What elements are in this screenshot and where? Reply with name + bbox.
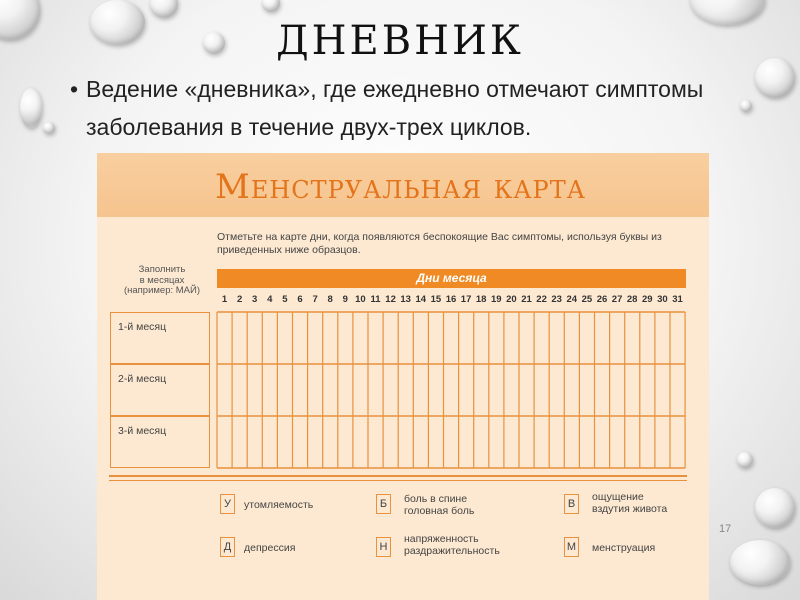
day-number: 5 <box>282 294 288 305</box>
water-drop-decoration <box>262 0 280 12</box>
card-title: Менструальная карта <box>215 167 586 207</box>
day-number: 1 <box>221 294 228 305</box>
day-number: 18 <box>475 294 487 305</box>
legend-description: депрессия <box>244 542 296 554</box>
legend-letter-box: М <box>564 537 579 557</box>
water-drop-decoration <box>737 452 753 468</box>
water-drop-decoration <box>755 488 795 528</box>
bullet-text: Ведение «дневника», где ежедневно отмечают симптомы заболевания в течение двух-трех циклов. <box>86 76 704 140</box>
month-row-box <box>110 364 210 416</box>
legend-letter-box: У <box>220 494 235 514</box>
day-number: 27 <box>611 294 623 305</box>
day-number: 12 <box>385 294 396 305</box>
legend-description: утомляемость <box>244 499 314 511</box>
day-number: 13 <box>400 294 411 305</box>
day-number: 6 <box>297 294 303 305</box>
month-label: 3-й месяц <box>118 425 167 437</box>
legend-description: боль в спине головная боль <box>404 493 475 517</box>
menstrual-chart-image <box>97 153 709 600</box>
water-drop-decoration <box>730 540 790 585</box>
month-label: 2-й месяц <box>118 373 167 385</box>
legend-letter-box: В <box>564 494 579 514</box>
fill-label-line: в месяцах <box>139 274 185 286</box>
fill-label-line: (например: МАЙ) <box>123 285 201 296</box>
legend-letter-box: Б <box>376 494 391 514</box>
slide-title: ДНЕВНИК <box>276 18 524 64</box>
day-number: 2 <box>236 294 243 305</box>
divider <box>109 480 687 481</box>
water-drop-decoration <box>43 122 55 134</box>
legend-letter-box: Д <box>220 537 235 557</box>
day-number: 31 <box>672 294 683 305</box>
month-row-box <box>110 312 210 364</box>
day-number: 24 <box>566 294 578 305</box>
bullet-dot: • <box>70 76 79 102</box>
day-number: 19 <box>491 294 502 305</box>
day-number: 23 <box>551 294 562 305</box>
water-drop-decoration <box>150 0 178 18</box>
month-row-box <box>110 416 210 468</box>
day-number: 22 <box>536 294 547 305</box>
day-number: 30 <box>657 294 668 305</box>
day-number: 11 <box>370 294 381 305</box>
card-instruction: Отметьте на карте дни, когда появляются беспокоящие Вас симптомы, используя буквы из приведенных ниже образцов. <box>217 231 662 256</box>
month-label: 1-й месяц <box>118 321 167 333</box>
day-number: 14 <box>415 294 427 305</box>
legend-description: менструация <box>592 542 656 554</box>
day-number: 15 <box>430 294 442 305</box>
legend-description: напряженность раздражительность <box>404 533 500 557</box>
bullet-item <box>70 70 770 146</box>
day-number: 9 <box>342 294 348 305</box>
legend-letter-box: Н <box>376 537 391 557</box>
day-number: 3 <box>252 294 258 305</box>
day-number: 8 <box>327 294 333 305</box>
legend-description: ощущение вздутия живота <box>592 491 668 515</box>
day-number: 26 <box>596 294 608 305</box>
day-number: 7 <box>312 294 318 305</box>
fill-label-line: Заполнить <box>138 264 186 275</box>
day-number: 28 <box>626 294 638 305</box>
day-number: 20 <box>506 294 517 305</box>
day-number: 25 <box>581 294 593 305</box>
days-header: Дни месяца <box>217 269 686 288</box>
day-number: 17 <box>460 294 472 305</box>
day-number: 21 <box>521 294 532 305</box>
day-number: 10 <box>355 294 366 305</box>
day-number: 4 <box>267 294 273 305</box>
divider <box>109 475 687 477</box>
day-number: 16 <box>445 294 457 305</box>
page-number: 17 <box>719 523 732 535</box>
day-number: 29 <box>642 294 653 305</box>
water-drop-decoration <box>20 88 42 128</box>
